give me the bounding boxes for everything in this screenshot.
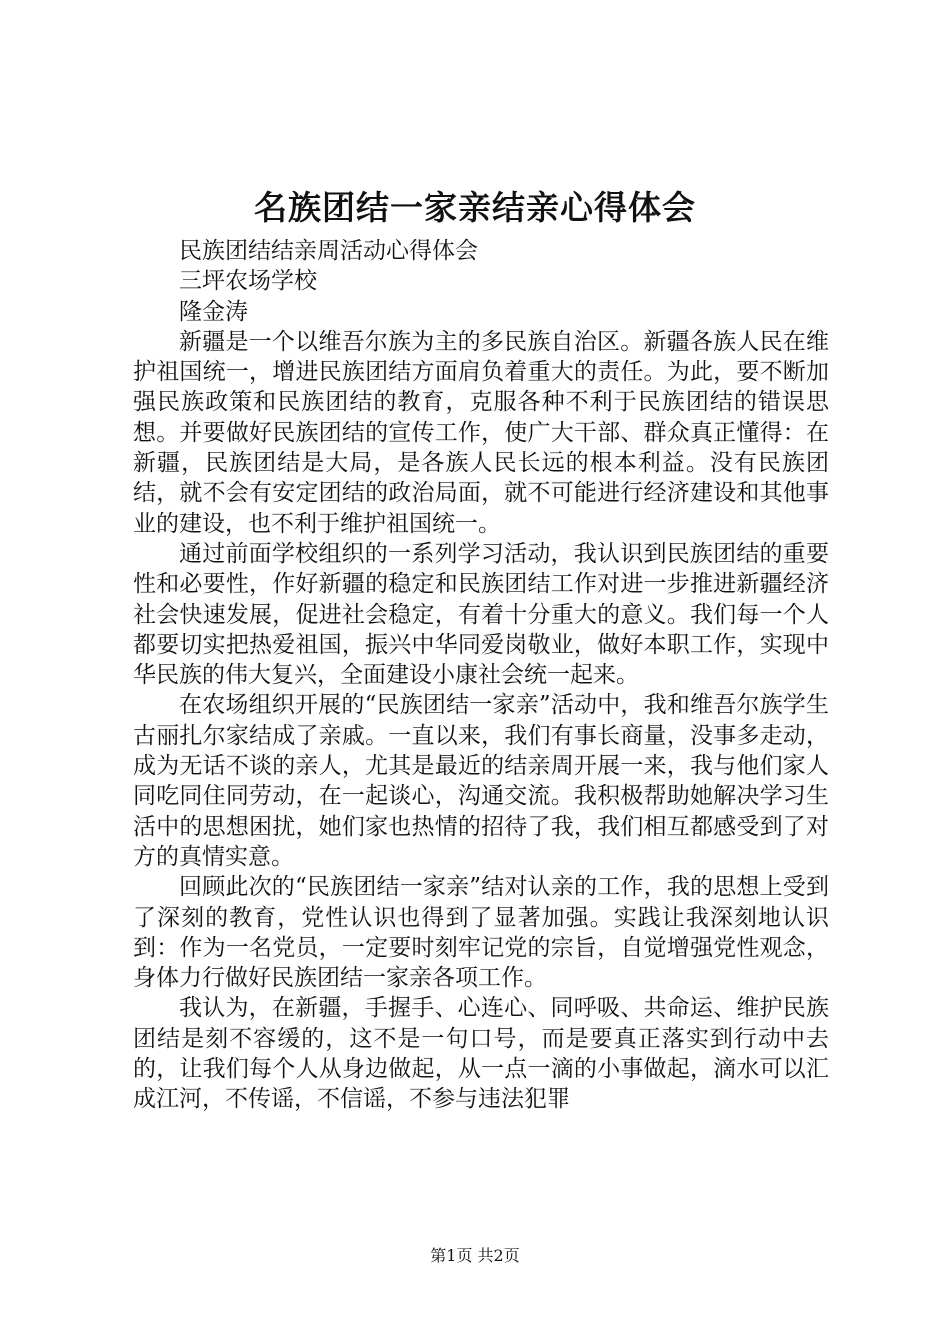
header-line-school: 三坪农场学校: [179, 268, 317, 295]
document-title: 名族团结一家亲结亲心得体会: [254, 188, 696, 227]
body-paragraph: 我认为，在新疆，手握手、心连心、同呼吸、共命运、维护民族团结是刻不容缓的，这不是一句口号，而是要真正落实到行动中去的，让我们每个人从身边做起，从一点一滴的小事做起，滴水可以汇成江河，不传谣，不信谣，不参与违法犯罪: [133, 995, 829, 1113]
header-line-author: 隆金涛: [179, 298, 248, 325]
body-paragraph: 在农场组织开展的“民族团结一家亲”活动中，我和维吾尔族学生古丽扎尔家结成了亲戚。一直以来，我们有事长商量，没事多走动，成为无话不谈的亲人，尤其是最近的结亲周开展一来，我与他们家人同吃同住同劳动，在一起谈心，沟通交流。我积极帮助她解决学习生活中的思想困扰，她们家也热情的招待了我，我们相互都感受到了对方的真情实意。: [133, 692, 829, 870]
page-number-footer: 第1页 共2页: [430, 1246, 520, 1265]
header-line-subtitle: 民族团结结亲周活动心得体会: [179, 238, 478, 264]
body-paragraph: 回顾此次的“民族团结一家亲”结对认亲的工作，我的思想上受到了深刻的教育，党性认识也得到了显著加强。实践让我深刻地认识到：作为一名党员，一定要时刻牢记党的宗旨，自觉增强党性观念，身体力行做好民族团结一家亲各项工作。: [133, 874, 829, 992]
body-paragraph: 新疆是一个以维吾尔族为主的多民族自治区。新疆各族人民在维护祖国统一，增进民族团结方面肩负着重大的责任。为此，要不断加强民族政策和民族团结的教育，克服各种不利于民族团结的错误思想。并要做好民族团结的宣传工作，使广大干部、群众真正懂得：在新疆，民族团结是大局，是各族人民长远的根本利益。没有民族团结，就不会有安定团结的政治局面，就不可能进行经济建设和其他事业的建设，也不利于维护祖国统一。: [133, 328, 829, 537]
body-paragraph: 通过前面学校组织的一系列学习活动，我认识到民族团结的重要性和必要性，作好新疆的稳定和民族团结工作对进一步推进新疆经济社会快速发展，促进社会稳定，有着十分重大的意义。我们每一个人都要切实把热爱祖国，振兴中华同爱岗敬业，做好本职工作，实现中华民族的伟大复兴，全面建设小康社会统一起来。: [133, 540, 829, 689]
document-body: [133, 236, 829, 1115]
